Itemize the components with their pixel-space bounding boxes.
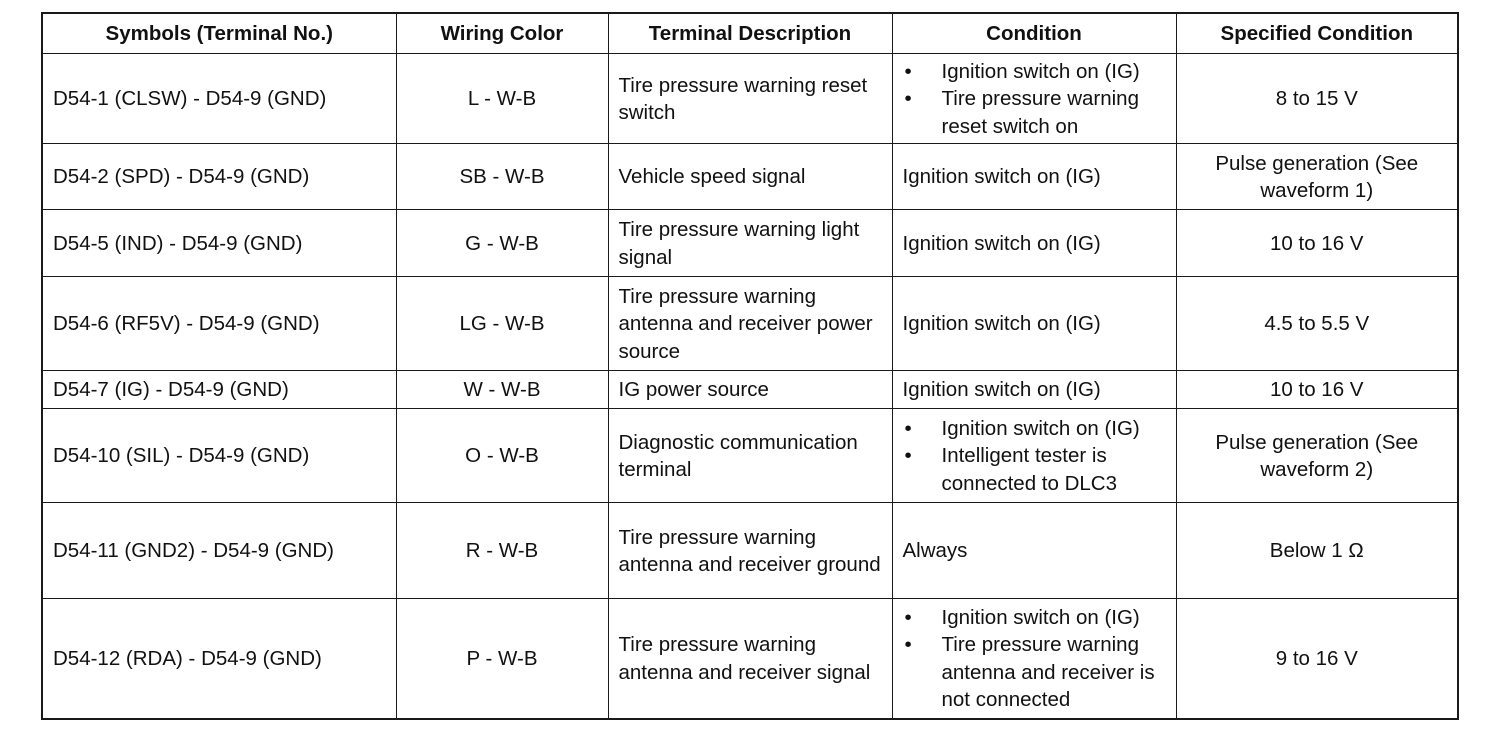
condition-item: • Tire pressure warning reset switch on	[903, 85, 1166, 140]
cell-specified-condition: Pulse generation (See waveform 2)	[1176, 409, 1458, 503]
cell-symbol: D54-1 (CLSW) - D54-9 (GND)	[42, 54, 396, 144]
cell-specified-condition: 10 to 16 V	[1176, 371, 1458, 409]
table-row	[42, 409, 1458, 503]
cell-symbol: D54-11 (GND2) - D54-9 (GND)	[42, 503, 396, 599]
cell-wiring-color: SB - W-B	[396, 144, 608, 210]
cell-wiring-color: L - W-B	[396, 54, 608, 144]
cell-wiring-color: LG - W-B	[396, 277, 608, 371]
cell-symbol: D54-7 (IG) - D54-9 (GND)	[42, 371, 396, 409]
cell-terminal-description: Tire pressure warning antenna and receiver ground	[608, 503, 892, 599]
header-condition: Condition	[892, 13, 1176, 54]
header-symbol: Symbols (Terminal No.)	[42, 13, 396, 54]
condition-list	[903, 58, 1166, 141]
table-body	[42, 54, 1458, 719]
cell-specified-condition: 9 to 16 V	[1176, 599, 1458, 719]
cell-symbol: D54-10 (SIL) - D54-9 (GND)	[42, 409, 396, 503]
cell-specified-condition: 10 to 16 V	[1176, 210, 1458, 277]
condition-item: • Ignition switch on (IG)	[903, 58, 1166, 86]
cell-symbol: D54-2 (SPD) - D54-9 (GND)	[42, 144, 396, 210]
cell-specified-condition: Pulse generation (See waveform 1)	[1176, 144, 1458, 210]
cell-condition	[892, 144, 1176, 210]
table-row	[42, 503, 1458, 599]
cell-terminal-description: Vehicle speed signal	[608, 144, 892, 210]
cell-terminal-description: Diagnostic communication terminal	[608, 409, 892, 503]
condition-item: • Intelligent tester is connected to DLC3	[903, 442, 1166, 497]
condition-text: Ignition switch on (IG)	[902, 231, 1101, 255]
condition-text: Ignition switch on (IG)	[902, 312, 1101, 336]
condition-text: Ignition switch on (IG)	[902, 165, 1101, 189]
cell-symbol: D54-5 (IND) - D54-9 (GND)	[42, 210, 396, 277]
condition-list	[903, 415, 1166, 498]
cell-condition	[892, 371, 1176, 409]
condition-item: • Ignition switch on (IG)	[903, 415, 1166, 443]
cell-terminal-description: Tire pressure warning antenna and receiver signal	[608, 599, 892, 719]
condition-text: Always	[902, 539, 968, 563]
header-specified-condition: Specified Condition	[1176, 13, 1458, 54]
cell-condition	[892, 277, 1176, 371]
condition-item: • Tire pressure warning antenna and receiver is not connected	[903, 631, 1166, 714]
table-row	[42, 144, 1458, 210]
cell-terminal-description: IG power source	[608, 371, 892, 409]
cell-specified-condition: Below 1 Ω	[1176, 503, 1458, 599]
cell-terminal-description: Tire pressure warning light signal	[608, 210, 892, 277]
cell-wiring-color: W - W-B	[396, 371, 608, 409]
header-row	[42, 13, 1458, 54]
cell-specified-condition: 4.5 to 5.5 V	[1176, 277, 1458, 371]
cell-wiring-color: R - W-B	[396, 503, 608, 599]
condition-item: • Ignition switch on (IG)	[903, 604, 1166, 632]
cell-condition	[892, 599, 1176, 719]
table-row	[42, 210, 1458, 277]
table-row	[42, 599, 1458, 719]
header-terminal-description: Terminal Description	[608, 13, 892, 54]
cell-symbol: D54-12 (RDA) - D54-9 (GND)	[42, 599, 396, 719]
condition-text: Ignition switch on (IG)	[902, 378, 1101, 402]
cell-condition	[892, 210, 1176, 277]
cell-condition	[892, 409, 1176, 503]
table-row	[42, 54, 1458, 144]
cell-condition	[892, 503, 1176, 599]
cell-wiring-color: O - W-B	[396, 409, 608, 503]
condition-list	[903, 604, 1166, 714]
terminal-spec-table	[41, 12, 1459, 720]
cell-wiring-color: P - W-B	[396, 599, 608, 719]
cell-symbol: D54-6 (RF5V) - D54-9 (GND)	[42, 277, 396, 371]
header-wiring-color: Wiring Color	[396, 13, 608, 54]
cell-specified-condition: 8 to 15 V	[1176, 54, 1458, 144]
table-row	[42, 371, 1458, 409]
table-row	[42, 277, 1458, 371]
cell-terminal-description: Tire pressure warning reset switch	[608, 54, 892, 144]
cell-wiring-color: G - W-B	[396, 210, 608, 277]
cell-terminal-description: Tire pressure warning antenna and receiver power source	[608, 277, 892, 371]
cell-condition	[892, 54, 1176, 144]
